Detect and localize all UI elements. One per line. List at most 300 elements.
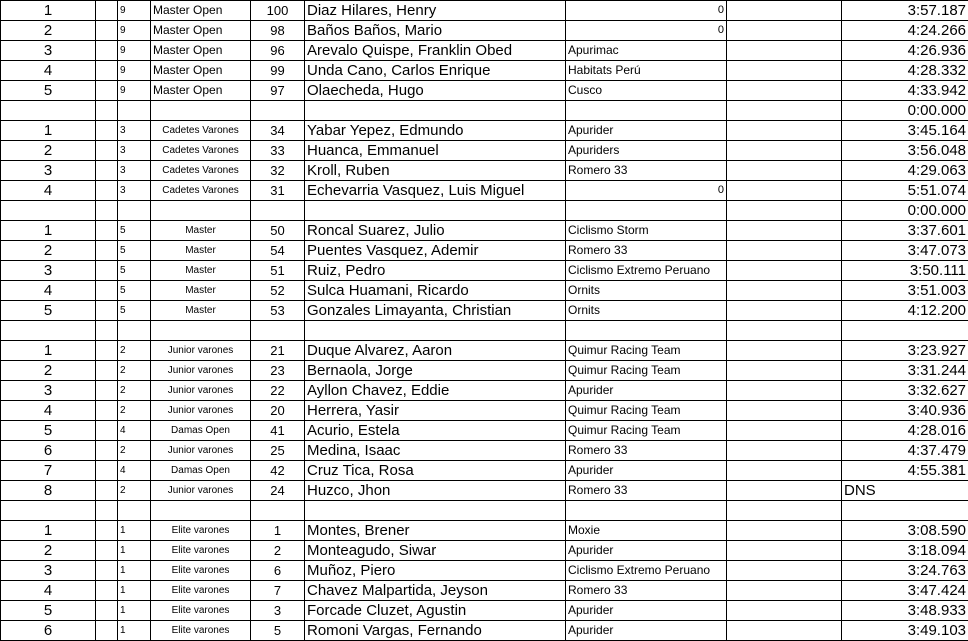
time-cell: 3:37.601	[842, 221, 968, 241]
category-cell: Junior varones	[151, 381, 251, 401]
bib-number-cell: 42	[251, 461, 305, 481]
time-cell: 4:26.936	[842, 41, 968, 61]
empty-cell	[96, 621, 118, 641]
position-cell: 4	[1, 401, 96, 421]
time-cell: 4:55.381	[842, 461, 968, 481]
category-number-cell: 4	[118, 461, 151, 481]
time-cell: 3:24.763	[842, 561, 968, 581]
club-cell: Romero 33	[566, 581, 727, 601]
rider-name-cell: Gonzales Limayanta, Christian	[305, 301, 566, 321]
empty-cell	[727, 341, 842, 361]
category-cell: Master Open	[151, 21, 251, 41]
category-cell: Master	[151, 241, 251, 261]
empty-cell	[96, 341, 118, 361]
category-cell: Master Open	[151, 41, 251, 61]
club-cell: Apurider	[566, 381, 727, 401]
category-number-cell: 3	[118, 121, 151, 141]
empty-cell	[727, 401, 842, 421]
rider-name-cell: Acurio, Estela	[305, 421, 566, 441]
empty-cell	[727, 321, 842, 341]
time-cell: 3:50.111	[842, 261, 968, 281]
category-cell	[151, 201, 251, 221]
club-cell: Ciclismo Storm	[566, 221, 727, 241]
empty-cell	[727, 161, 842, 181]
empty-cell	[727, 181, 842, 201]
rider-name-cell: Kroll, Ruben	[305, 161, 566, 181]
table-row	[1, 61, 968, 81]
club-cell: 0	[566, 21, 727, 41]
rider-name-cell: Huzco, Jhon	[305, 481, 566, 501]
time-cell: 5:51.074	[842, 181, 968, 201]
empty-cell	[96, 101, 118, 121]
time-cell: 4:12.200	[842, 301, 968, 321]
empty-cell	[727, 41, 842, 61]
category-cell: Master Open	[151, 1, 251, 21]
table-row	[1, 441, 968, 461]
position-cell: 5	[1, 601, 96, 621]
club-cell: Apurider	[566, 621, 727, 641]
rider-name-cell: Echevarria Vasquez, Luis Miguel	[305, 181, 566, 201]
time-cell: 4:33.942	[842, 81, 968, 101]
empty-cell	[727, 501, 842, 521]
club-cell	[566, 201, 727, 221]
rider-name-cell: Cruz Tica, Rosa	[305, 461, 566, 481]
table-row	[1, 581, 968, 601]
club-cell: Ornits	[566, 281, 727, 301]
table-row	[1, 541, 968, 561]
category-cell: Damas Open	[151, 461, 251, 481]
time-cell: 3:23.927	[842, 341, 968, 361]
category-number-cell: 2	[118, 481, 151, 501]
empty-cell	[727, 561, 842, 581]
empty-cell	[96, 81, 118, 101]
category-number-cell: 1	[118, 601, 151, 621]
table-row	[1, 301, 968, 321]
bib-number-cell: 99	[251, 61, 305, 81]
empty-cell	[727, 121, 842, 141]
bib-number-cell	[251, 201, 305, 221]
category-cell: Master Open	[151, 81, 251, 101]
position-cell: 1	[1, 221, 96, 241]
position-cell: 5	[1, 421, 96, 441]
category-cell: Elite varones	[151, 561, 251, 581]
time-cell: 3:57.187	[842, 1, 968, 21]
category-cell: Master Open	[151, 61, 251, 81]
rider-name-cell: Arevalo Quispe, Franklin Obed	[305, 41, 566, 61]
position-cell: 6	[1, 621, 96, 641]
table-row	[1, 481, 968, 501]
rider-name-cell: Bernaola, Jorge	[305, 361, 566, 381]
table-row	[1, 261, 968, 281]
time-cell: 3:31.244	[842, 361, 968, 381]
rider-name-cell: Sulca Huamani, Ricardo	[305, 281, 566, 301]
empty-cell	[727, 301, 842, 321]
category-cell: Cadetes Varones	[151, 141, 251, 161]
category-number-cell: 5	[118, 221, 151, 241]
rider-name-cell: Olaecheda, Hugo	[305, 81, 566, 101]
empty-cell	[96, 61, 118, 81]
table-row	[1, 381, 968, 401]
category-cell: Junior varones	[151, 361, 251, 381]
table-row	[1, 341, 968, 361]
empty-cell	[96, 401, 118, 421]
time-cell: 0:00.000	[842, 101, 968, 121]
table-row	[1, 41, 968, 61]
club-cell: Quimur Racing Team	[566, 421, 727, 441]
club-cell	[566, 101, 727, 121]
category-cell: Cadetes Varones	[151, 161, 251, 181]
club-cell	[566, 501, 727, 521]
position-cell: 1	[1, 521, 96, 541]
empty-cell	[727, 461, 842, 481]
category-number-cell: 1	[118, 581, 151, 601]
table-row	[1, 21, 968, 41]
bib-number-cell: 98	[251, 21, 305, 41]
time-cell: 3:08.590	[842, 521, 968, 541]
empty-cell	[96, 321, 118, 341]
club-cell: Apuriders	[566, 141, 727, 161]
position-cell: 1	[1, 341, 96, 361]
table-row	[1, 201, 968, 221]
time-cell: 3:47.424	[842, 581, 968, 601]
empty-cell	[96, 441, 118, 461]
bib-number-cell: 23	[251, 361, 305, 381]
rider-name-cell: Forcade Cluzet, Agustin	[305, 601, 566, 621]
club-cell: Apurider	[566, 121, 727, 141]
rider-name-cell	[305, 321, 566, 341]
empty-cell	[727, 521, 842, 541]
table-row	[1, 121, 968, 141]
empty-cell	[727, 241, 842, 261]
empty-cell	[96, 561, 118, 581]
club-cell: Apurider	[566, 461, 727, 481]
position-cell: 2	[1, 21, 96, 41]
category-cell: Elite varones	[151, 581, 251, 601]
club-cell: Quimur Racing Team	[566, 341, 727, 361]
category-cell: Master	[151, 261, 251, 281]
position-cell: 2	[1, 241, 96, 261]
empty-cell	[96, 41, 118, 61]
empty-cell	[727, 201, 842, 221]
time-cell: 3:56.048	[842, 141, 968, 161]
table-row	[1, 101, 968, 121]
category-number-cell: 1	[118, 521, 151, 541]
category-cell: Junior varones	[151, 481, 251, 501]
table-row	[1, 161, 968, 181]
empty-cell	[96, 481, 118, 501]
empty-cell	[96, 121, 118, 141]
rider-name-cell: Huanca, Emmanuel	[305, 141, 566, 161]
bib-number-cell: 20	[251, 401, 305, 421]
category-number-cell: 3	[118, 181, 151, 201]
empty-cell	[96, 361, 118, 381]
empty-cell	[727, 481, 842, 501]
category-number-cell	[118, 501, 151, 521]
bib-number-cell: 31	[251, 181, 305, 201]
bib-number-cell: 50	[251, 221, 305, 241]
category-cell: Junior varones	[151, 401, 251, 421]
category-number-cell: 3	[118, 161, 151, 181]
position-cell: 4	[1, 181, 96, 201]
club-cell: Apurimac	[566, 41, 727, 61]
rider-name-cell: Herrera, Yasir	[305, 401, 566, 421]
category-cell: Elite varones	[151, 621, 251, 641]
position-cell: 2	[1, 141, 96, 161]
bib-number-cell: 7	[251, 581, 305, 601]
rider-name-cell: Ruiz, Pedro	[305, 261, 566, 281]
club-cell: Ciclismo Extremo Peruano	[566, 561, 727, 581]
empty-cell	[727, 221, 842, 241]
rider-name-cell: Duque Alvarez, Aaron	[305, 341, 566, 361]
category-cell: Junior varones	[151, 341, 251, 361]
empty-cell	[727, 141, 842, 161]
time-cell: 4:24.266	[842, 21, 968, 41]
rider-name-cell: Unda Cano, Carlos Enrique	[305, 61, 566, 81]
rider-name-cell: Chavez Malpartida, Jeyson	[305, 581, 566, 601]
empty-cell	[96, 241, 118, 261]
category-number-cell: 2	[118, 401, 151, 421]
category-cell: Cadetes Varones	[151, 181, 251, 201]
time-cell	[842, 501, 968, 521]
time-cell: 3:40.936	[842, 401, 968, 421]
table-row	[1, 221, 968, 241]
time-cell: 0:00.000	[842, 201, 968, 221]
empty-cell	[96, 1, 118, 21]
empty-cell	[96, 261, 118, 281]
rider-name-cell: Monteagudo, Siwar	[305, 541, 566, 561]
category-number-cell: 5	[118, 281, 151, 301]
category-number-cell	[118, 201, 151, 221]
position-cell: 5	[1, 81, 96, 101]
rider-name-cell: Montes, Brener	[305, 521, 566, 541]
position-cell: 3	[1, 41, 96, 61]
category-number-cell: 9	[118, 21, 151, 41]
bib-number-cell: 21	[251, 341, 305, 361]
empty-cell	[96, 601, 118, 621]
club-cell: Romero 33	[566, 241, 727, 261]
empty-cell	[96, 581, 118, 601]
bib-number-cell: 41	[251, 421, 305, 441]
club-cell: 0	[566, 1, 727, 21]
empty-cell	[727, 421, 842, 441]
empty-cell	[96, 221, 118, 241]
bib-number-cell: 22	[251, 381, 305, 401]
category-number-cell: 5	[118, 301, 151, 321]
club-cell: Quimur Racing Team	[566, 401, 727, 421]
empty-cell	[727, 581, 842, 601]
empty-cell	[96, 421, 118, 441]
bib-number-cell: 97	[251, 81, 305, 101]
table-row	[1, 401, 968, 421]
bib-number-cell: 1	[251, 521, 305, 541]
empty-cell	[727, 21, 842, 41]
bib-number-cell: 24	[251, 481, 305, 501]
empty-cell	[727, 61, 842, 81]
table-row	[1, 241, 968, 261]
category-cell	[151, 321, 251, 341]
category-cell: Master	[151, 281, 251, 301]
position-cell: 6	[1, 441, 96, 461]
category-cell: Damas Open	[151, 421, 251, 441]
club-cell: Apurider	[566, 601, 727, 621]
bib-number-cell: 5	[251, 621, 305, 641]
table-row	[1, 281, 968, 301]
table-row	[1, 1, 968, 21]
club-cell: Ciclismo Extremo Peruano	[566, 261, 727, 281]
bib-number-cell: 53	[251, 301, 305, 321]
bib-number-cell: 6	[251, 561, 305, 581]
table-row	[1, 421, 968, 441]
position-cell	[1, 321, 96, 341]
category-number-cell: 5	[118, 261, 151, 281]
category-number-cell: 5	[118, 241, 151, 261]
club-cell	[566, 321, 727, 341]
category-cell	[151, 501, 251, 521]
position-cell: 4	[1, 581, 96, 601]
category-number-cell: 1	[118, 621, 151, 641]
club-cell: 0	[566, 181, 727, 201]
time-cell: 3:47.073	[842, 241, 968, 261]
bib-number-cell: 34	[251, 121, 305, 141]
category-number-cell	[118, 101, 151, 121]
bib-number-cell: 96	[251, 41, 305, 61]
table-row	[1, 141, 968, 161]
position-cell: 8	[1, 481, 96, 501]
category-cell: Cadetes Varones	[151, 121, 251, 141]
category-cell: Master	[151, 221, 251, 241]
category-number-cell: 1	[118, 561, 151, 581]
position-cell	[1, 501, 96, 521]
rider-name-cell: Ayllon Chavez, Eddie	[305, 381, 566, 401]
table-row	[1, 561, 968, 581]
position-cell: 4	[1, 61, 96, 81]
club-cell: Romero 33	[566, 161, 727, 181]
rider-name-cell: Diaz Hilares, Henry	[305, 1, 566, 21]
position-cell: 2	[1, 541, 96, 561]
club-cell: Romero 33	[566, 441, 727, 461]
category-cell: Junior varones	[151, 441, 251, 461]
rider-name-cell: Romoni Vargas, Fernando	[305, 621, 566, 641]
category-number-cell: 9	[118, 61, 151, 81]
club-cell: Quimur Racing Team	[566, 361, 727, 381]
position-cell: 3	[1, 261, 96, 281]
club-cell: Ornits	[566, 301, 727, 321]
empty-cell	[727, 101, 842, 121]
time-cell: 3:18.094	[842, 541, 968, 561]
rider-name-cell	[305, 201, 566, 221]
bib-number-cell: 52	[251, 281, 305, 301]
empty-cell	[727, 541, 842, 561]
table-row	[1, 361, 968, 381]
bib-number-cell	[251, 501, 305, 521]
empty-cell	[727, 81, 842, 101]
rider-name-cell: Medina, Isaac	[305, 441, 566, 461]
empty-cell	[96, 521, 118, 541]
table-row	[1, 601, 968, 621]
empty-cell	[727, 441, 842, 461]
rider-name-cell: Baños Baños, Mario	[305, 21, 566, 41]
position-cell	[1, 101, 96, 121]
empty-cell	[96, 281, 118, 301]
rider-name-cell: Roncal Suarez, Julio	[305, 221, 566, 241]
table-row	[1, 461, 968, 481]
category-number-cell: 2	[118, 441, 151, 461]
position-cell	[1, 201, 96, 221]
bib-number-cell: 33	[251, 141, 305, 161]
rider-name-cell: Puentes Vasquez, Ademir	[305, 241, 566, 261]
position-cell: 5	[1, 301, 96, 321]
bib-number-cell: 54	[251, 241, 305, 261]
table-row	[1, 321, 968, 341]
empty-cell	[727, 261, 842, 281]
empty-cell	[727, 361, 842, 381]
category-cell: Master	[151, 301, 251, 321]
bib-number-cell: 2	[251, 541, 305, 561]
time-cell: 3:49.103	[842, 621, 968, 641]
club-cell: Cusco	[566, 81, 727, 101]
empty-cell	[96, 21, 118, 41]
table-row	[1, 501, 968, 521]
rider-name-cell: Muñoz, Piero	[305, 561, 566, 581]
club-cell: Apurider	[566, 541, 727, 561]
empty-cell	[96, 501, 118, 521]
time-cell: 3:45.164	[842, 121, 968, 141]
position-cell: 3	[1, 381, 96, 401]
bib-number-cell: 25	[251, 441, 305, 461]
table-row	[1, 521, 968, 541]
position-cell: 3	[1, 161, 96, 181]
time-cell: 3:51.003	[842, 281, 968, 301]
position-cell: 3	[1, 561, 96, 581]
position-cell: 1	[1, 121, 96, 141]
bib-number-cell	[251, 101, 305, 121]
position-cell: 4	[1, 281, 96, 301]
table-row	[1, 81, 968, 101]
category-number-cell: 9	[118, 41, 151, 61]
club-cell: Moxie	[566, 521, 727, 541]
time-cell: 4:28.016	[842, 421, 968, 441]
bib-number-cell: 100	[251, 1, 305, 21]
empty-cell	[96, 541, 118, 561]
table-row	[1, 621, 968, 641]
rider-name-cell	[305, 101, 566, 121]
empty-cell	[96, 141, 118, 161]
club-cell: Habitats Perú	[566, 61, 727, 81]
time-cell: 4:29.063	[842, 161, 968, 181]
time-cell: DNS	[842, 481, 968, 501]
empty-cell	[727, 601, 842, 621]
category-number-cell: 9	[118, 81, 151, 101]
category-number-cell: 3	[118, 141, 151, 161]
empty-cell	[96, 301, 118, 321]
category-number-cell: 4	[118, 421, 151, 441]
bib-number-cell: 51	[251, 261, 305, 281]
bib-number-cell: 32	[251, 161, 305, 181]
bib-number-cell: 3	[251, 601, 305, 621]
rider-name-cell	[305, 501, 566, 521]
position-cell: 2	[1, 361, 96, 381]
time-cell	[842, 321, 968, 341]
empty-cell	[96, 181, 118, 201]
bib-number-cell	[251, 321, 305, 341]
time-cell: 4:37.479	[842, 441, 968, 461]
category-number-cell: 2	[118, 361, 151, 381]
empty-cell	[96, 201, 118, 221]
category-number-cell: 2	[118, 341, 151, 361]
position-cell: 1	[1, 1, 96, 21]
category-cell	[151, 101, 251, 121]
category-number-cell: 2	[118, 381, 151, 401]
